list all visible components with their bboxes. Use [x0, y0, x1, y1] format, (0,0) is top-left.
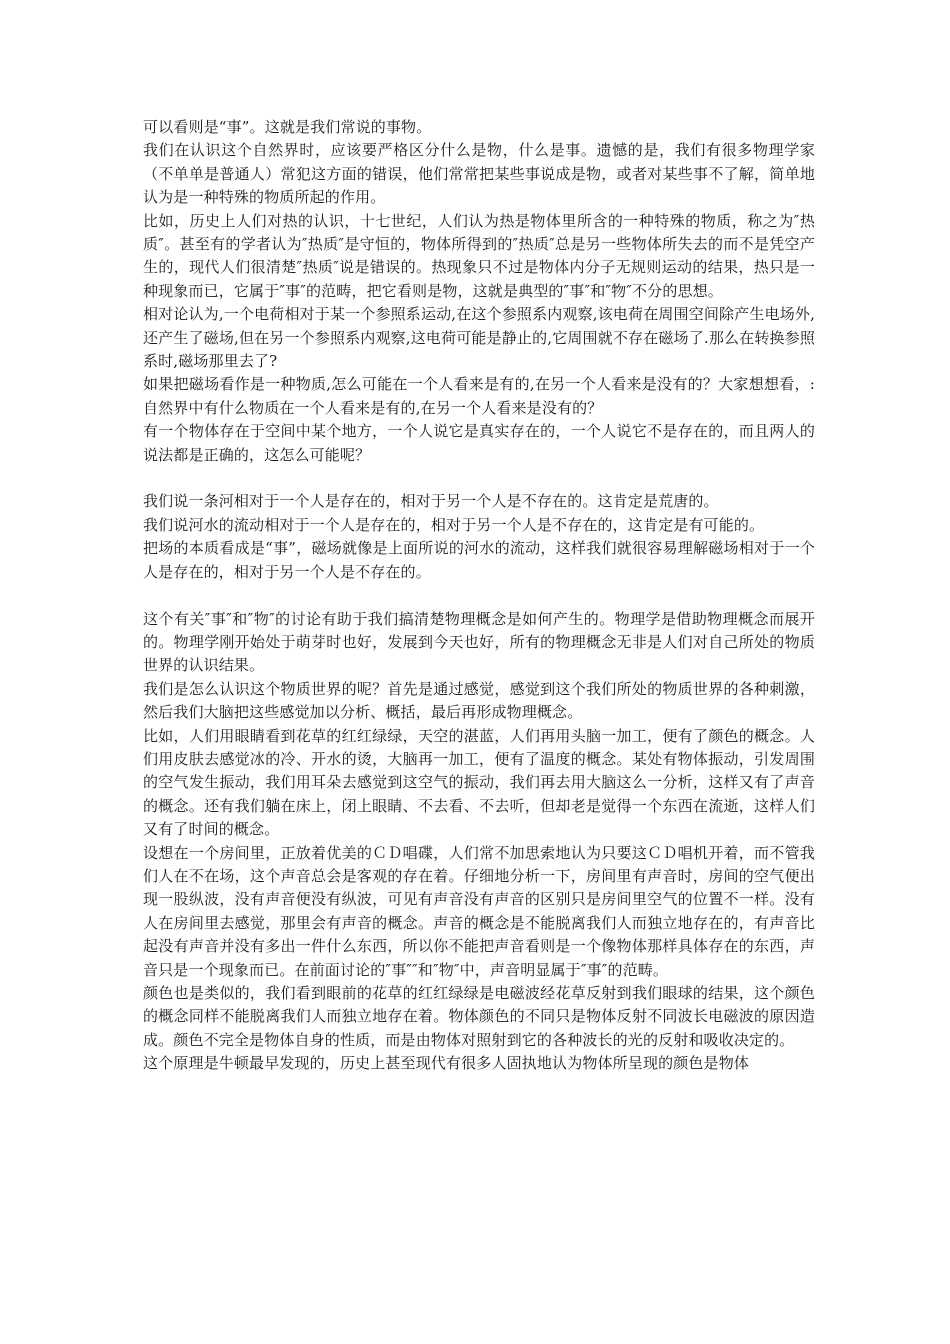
paragraph: 我们在认识这个自然界时，应该要严格区分什么是物，什么是事。遗憾的是，我们有很多物理学家（不单单是普通人）常犯这方面的错误，他们常常把某些事说成是物，或者对某些事不了解，简单地认为是一种特殊的物质所起的作用。: [143, 141, 815, 207]
paragraph: 这个有关″事″和″物″的讨论有助于我们搞清楚物理概念是如何产生的。物理学是借助物理概念而展开的。物理学刚开始处于萌芽时也好，发展到今天也好，所有的物理概念无非是人们对自己所处的物质世界的认识结果。: [143, 609, 815, 675]
paragraph: 把场的本质看成是“事”，磁场就像是上面所说的河水的流动，这样我们就很容易理解磁场相对于一个人是存在的，相对于另一个人是不存在的。: [143, 539, 815, 581]
document-body: [143, 116, 815, 1076]
paragraph: 颜色也是类似的，我们看到眼前的花草的红红绿绿是电磁波经花草反射到我们眼球的结果，这个颜色的概念同样不能脱离我们人而独立地存在着。物体颜色的不同只是物体反射不同波长电磁波的原因造成。颜色不完全是物体自身的性质，而是由物体对照射到它的各种波长的光的反射和吸收决定的。: [143, 984, 815, 1049]
paragraph: 相对论认为,一个电荷相对于某一个参照系运动,在这个参照系内观察,该电荷在周围空间除产生电场外,还产生了磁场,但在另一个参照系内观察,这电荷可能是静止的,它周围就不存在磁场了.那么在转换参照系时,磁场那里去了?: [143, 305, 815, 371]
paragraph: 有一个物体存在于空间中某个地方，一个人说它是真实存在的，一个人说它不是存在的，而且两人的说法都是正确的，这怎么可能呢？: [143, 422, 815, 464]
paragraph: 可以看则是“事”。这就是我们常说的事物。: [143, 118, 432, 136]
paragraph: 比如，人们用眼睛看到花草的红红绿绿，天空的湛蓝，人们再用头脑一加工，便有了颜色的概念。人们用皮肤去感觉冰的冷、开水的烫，大脑再一加工，便有了温度的概念。某处有物体振动，引发周围的空气发生振动，我们用耳朵去感觉到这空气的振动，我们再去用大脑这么一分析，这样又有了声音的概念。还有我们躺在床上，闭上眼睛、不去看、不去听，但却老是觉得一个东西在流逝，这样人们又有了时间的概念。: [143, 726, 815, 839]
paragraph: 我们是怎么认识这个物质世界的呢？首先是通过感觉，感觉到这个我们所处的物质世界的各种刺激，然后我们大脑把这些感觉加以分析、概括，最后再形成物理概念。: [143, 679, 815, 722]
paragraph: 设想在一个房间里，正放着优美的ＣＤ唱碟，人们常不加思索地认为只要这ＣＤ唱机开着，而不管我们人在不在场，这个声音总会是客观的存在着。仔细地分析一下，房间里有声音时，房间的空气便出现一股纵波，没有声音便没有纵波，可见有声音没有声音的区别只是房间里空气的位置不一样。没有人在房间里去感觉，那里会有声音的概念。声音的概念是不能脱离我们人而独立地存在的，有声音比起没有声音并没有多出一件什么东西，所以你不能把声音看则是一个像物体那样具体存在的东西，声音只是一个现象而已。在前面讨论的″事″″和″物″中，声音明显属于″事″的范畴。: [143, 843, 815, 979]
blank-line: [143, 584, 815, 607]
paragraph: 我们说一条河相对于一个人是存在的，相对于另一个人是不存在的。这肯定是荒唐的。: [143, 492, 719, 511]
paragraph: 这个原理是牛顿最早发现的，历史上甚至现代有很多人固执地认为物体所呈现的颜色是物体: [143, 1054, 750, 1073]
paragraph: 比如，历史上人们对热的认识，十七世纪，人们认为热是物体里所含的一种特殊的物质，称之为″热质″。甚至有的学者认为″热质″是守恒的，物体所得到的″热质″总是另一些物体所失去的而不是凭空产生的，现代人们很清楚″热质″说是错误的。热现象只不过是物体内分子无规则运动的结果，热只是一种现象而已，它属于″事″的范畴，把它看则是物，这就是典型的″事″和″物″不分的思想。: [143, 211, 815, 300]
paragraph: 我们说河水的流动相对于一个人是存在的，相对于另一个人是不存在的，这肯定是有可能的。: [143, 515, 765, 534]
paragraph: 如果把磁场看作是一种物质,怎么可能在一个人看来是有的,在另一个人看来是没有的？大家想想看，:自然界中有什么物质在一个人看来是有的,在另一个人看来是没有的？: [143, 375, 815, 417]
blank-line: [143, 467, 815, 490]
